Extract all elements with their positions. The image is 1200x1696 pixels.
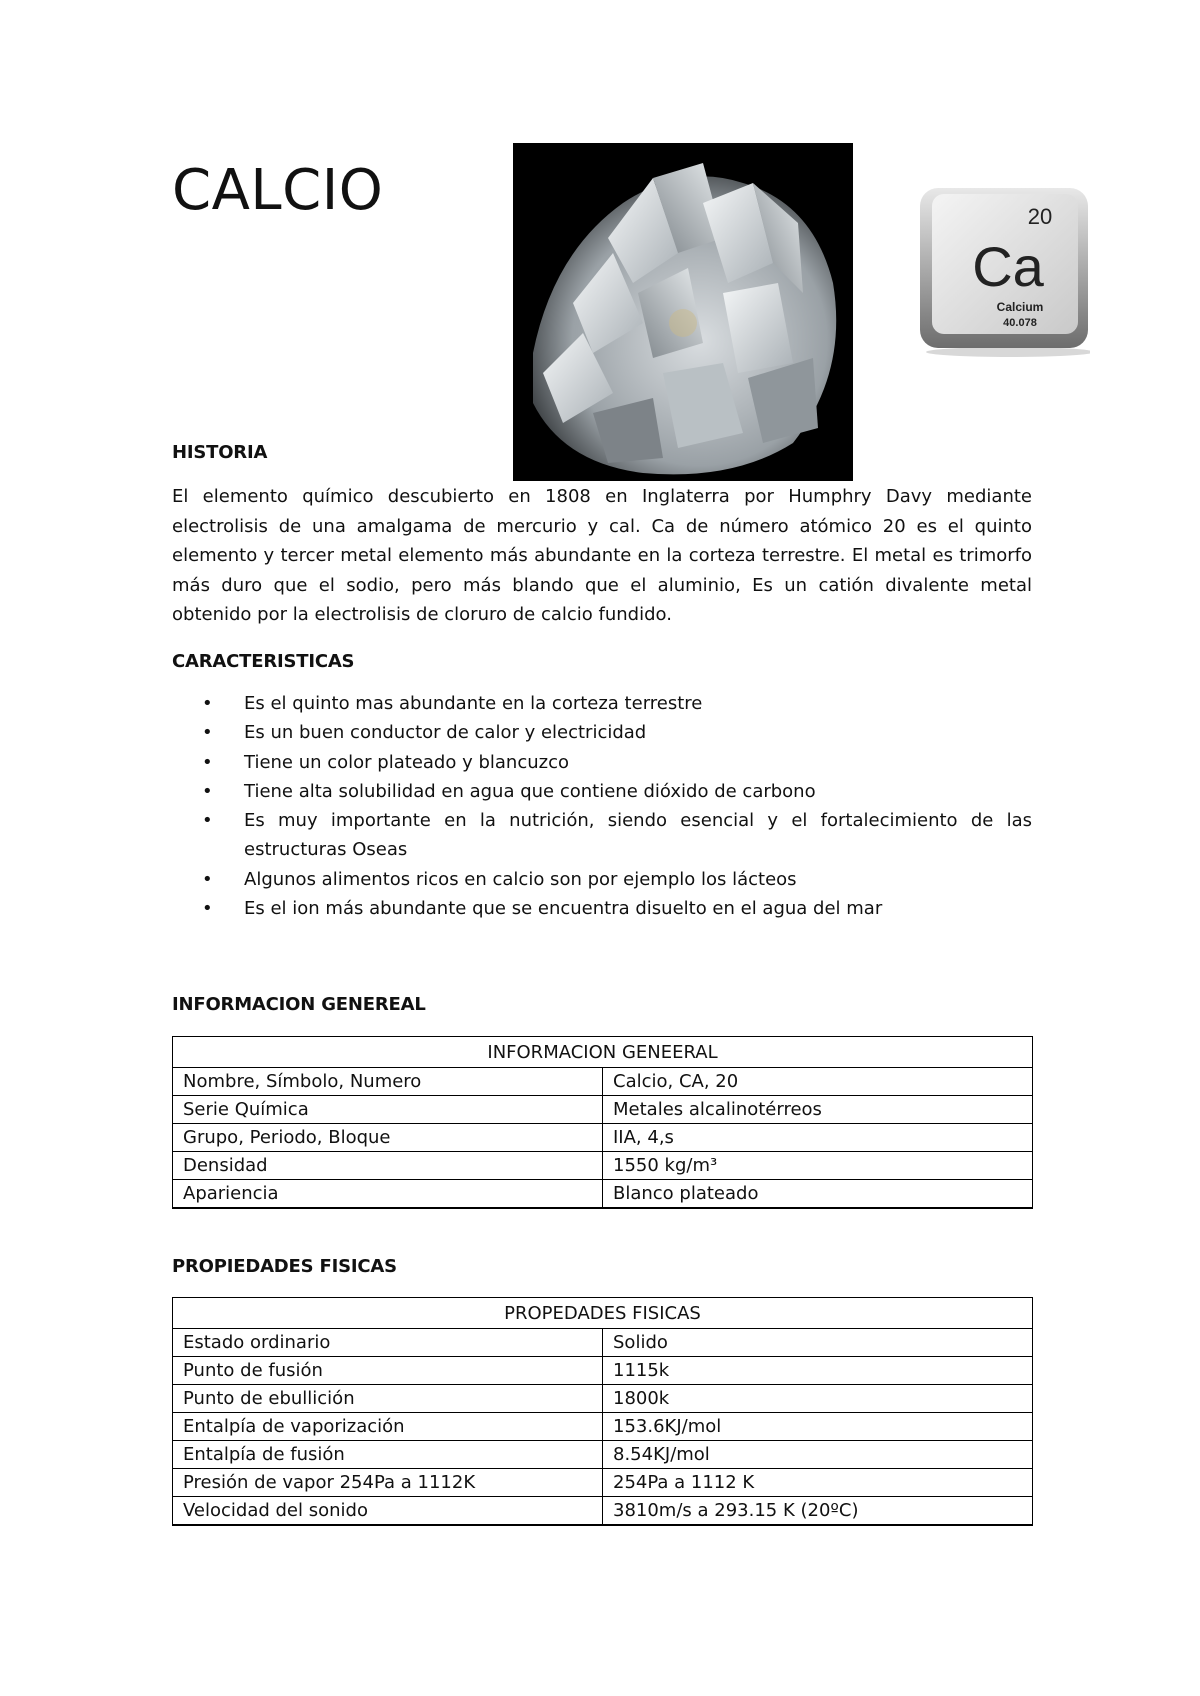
informacion-table bbox=[172, 1036, 1033, 1209]
list-item: • Es el quinto mas abundante en la corteza terrestre bbox=[172, 689, 1032, 718]
table-row: Nombre, Símbolo, Numero Calcio, CA, 20 bbox=[173, 1068, 1033, 1096]
table-row: Punto de ebullición 1800k bbox=[173, 1385, 1033, 1413]
table-row: Estado ordinario Solido bbox=[173, 1329, 1033, 1357]
table-row: Presión de vapor 254Pa a 1112K 254Pa a 1112 K bbox=[173, 1469, 1033, 1497]
list-item: • Tiene un color plateado y blancuzco bbox=[172, 748, 1032, 777]
element-symbol: Ca bbox=[972, 235, 1044, 298]
atomic-number: 20 bbox=[1027, 204, 1053, 229]
element-name: Calcium bbox=[996, 300, 1044, 314]
calcite-crystal-photo bbox=[513, 143, 853, 481]
caracteristicas-list bbox=[172, 689, 1032, 923]
table-row: Apariencia Blanco plateado bbox=[173, 1180, 1033, 1209]
calcium-element-tile bbox=[918, 186, 1090, 358]
table-row: Grupo, Periodo, Bloque IIA, 4,s bbox=[173, 1124, 1033, 1152]
propiedades-heading: PROPIEDADES FISICAS bbox=[172, 1256, 397, 1277]
table-row: Entalpía de vaporización 153.6KJ/mol bbox=[173, 1413, 1033, 1441]
table-title: INFORMACION GENEERAL bbox=[173, 1037, 1033, 1068]
table-row: Serie Química Metales alcalinotérreos bbox=[173, 1096, 1033, 1124]
table-row: Entalpía de fusión 8.54KJ/mol bbox=[173, 1441, 1033, 1469]
historia-heading: HISTORIA bbox=[172, 442, 268, 463]
table-title: PROPEDADES FISICAS bbox=[173, 1298, 1033, 1329]
caracteristicas-heading: CARACTERISTICAS bbox=[172, 651, 355, 672]
atomic-mass: 40.078 bbox=[1003, 317, 1037, 329]
list-item: • Es un buen conductor de calor y electricidad bbox=[172, 718, 1032, 747]
page-title: CALCIO bbox=[172, 158, 384, 223]
informacion-heading: INFORMACION GENEREAL bbox=[172, 994, 426, 1015]
list-item: • Es muy importante en la nutrición, siendo esencial y el fortalecimiento de las estructuras Oseas bbox=[172, 806, 1032, 865]
table-row: Velocidad del sonido 3810m/s a 293.15 K (20ºC) bbox=[173, 1497, 1033, 1526]
list-item: • Algunos alimentos ricos en calcio son por ejemplo los lácteos bbox=[172, 865, 1032, 894]
historia-paragraph: El elemento químico descubierto en 1808 en Inglaterra por Humphry Davy mediante electrolisis de una amalgama de mercurio y cal. Ca de número atómico 20 es el quinto elemento y tercer metal elemento más abundante en la corteza terrestre. El metal es trimorfo más duro que el sodio, pero más blando que el aluminio, Es un catión divalente metal obtenido por la electrolisis de cloruro de calcio fundido. bbox=[172, 486, 1032, 625]
table-row: Densidad 1550 kg/m³ bbox=[173, 1152, 1033, 1180]
list-item: • Tiene alta solubilidad en agua que contiene dióxido de carbono bbox=[172, 777, 1032, 806]
propiedades-table bbox=[172, 1297, 1033, 1526]
table-row: Punto de fusión 1115k bbox=[173, 1357, 1033, 1385]
list-item: • Es el ion más abundante que se encuentra disuelto en el agua del mar bbox=[172, 894, 1032, 923]
